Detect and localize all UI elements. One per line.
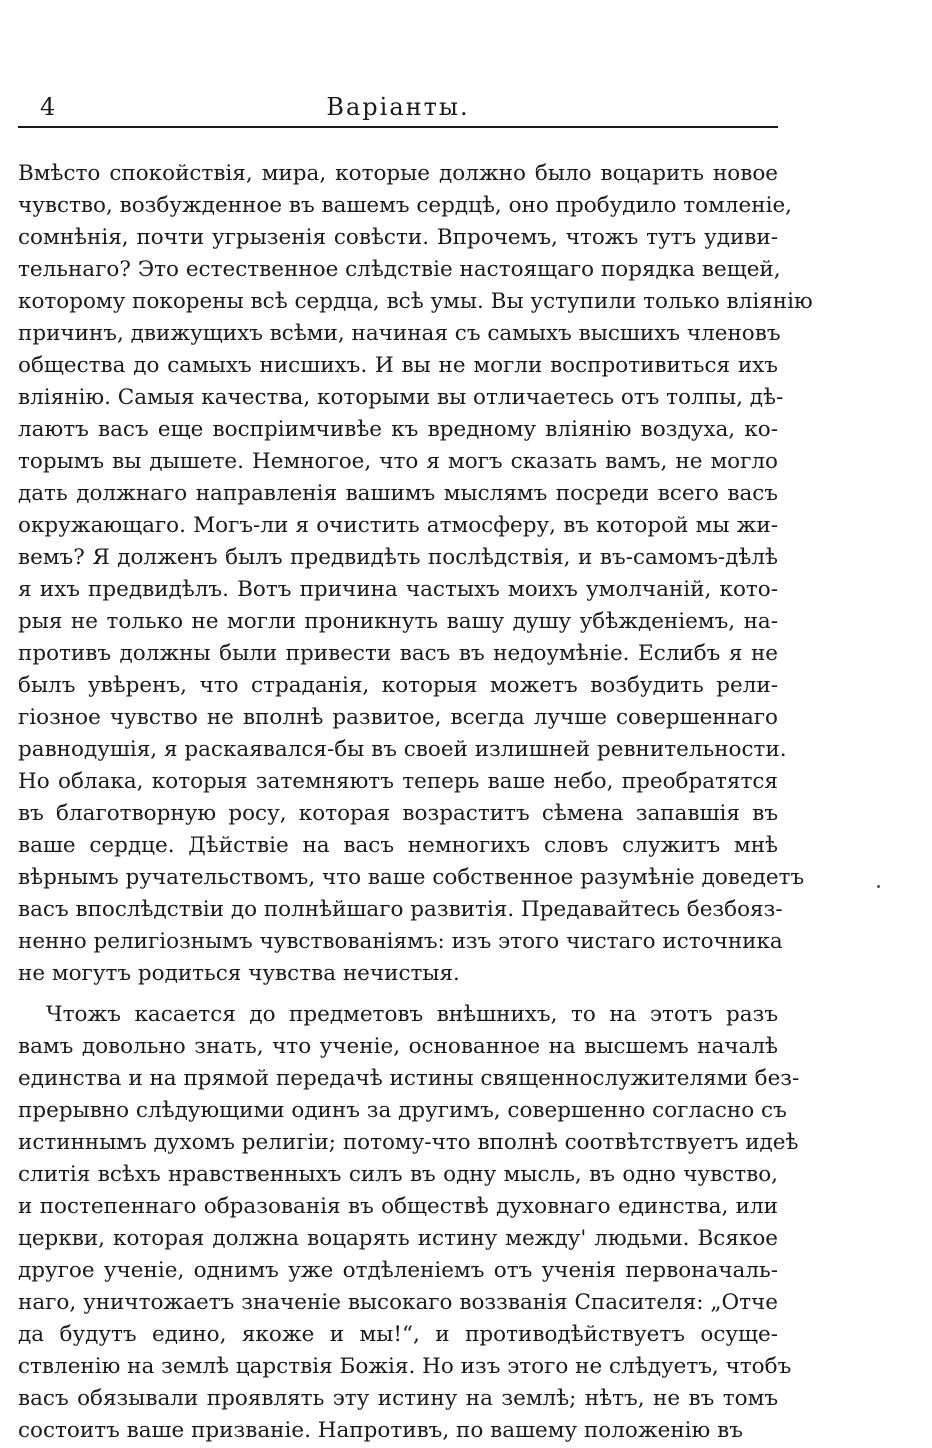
page-number: 4 — [40, 93, 56, 121]
text-line: въ благотворную росу, которая возраститъ сѣмена запавшія въ — [18, 801, 778, 826]
paragraph-1 — [18, 159, 813, 991]
text-line: васъ обязывали проявлять эту истину на землѣ; нѣтъ, не въ томъ — [18, 1386, 778, 1411]
text-line: наго, уничтожаетъ значеніе высокаго воззванія Спасителя: „Отче — [18, 1290, 778, 1315]
text-line: равнодушія, я раскаявался-бы въ своей излишней ревнительности. — [18, 737, 787, 762]
page-header — [18, 92, 778, 126]
text-line: противъ должны были привести васъ въ недоумѣніе. Еслибъ я не — [18, 641, 778, 666]
text-line: не могутъ родиться чувства нечистыя. — [18, 961, 460, 986]
text-line: слитія всѣхъ нравственныхъ силъ въ одну мысль, въ одно чувство, — [18, 1162, 778, 1187]
text-line: вамъ довольно знать, что ученіе, основанное на высшемъ началѣ — [18, 1034, 778, 1059]
text-line: единства и на прямой передачѣ истины священнослужителями без- — [18, 1066, 800, 1091]
stray-ink-mark — [877, 885, 880, 888]
text-line: сомнѣнія, почти угрызенія совѣсти. Впрочемъ, чтожъ тутъ удиви- — [18, 225, 778, 250]
text-line: дать должнаго направленія вашимъ мыслямъ посреди всего васъ — [18, 481, 778, 506]
running-title: Варіанты. — [326, 93, 470, 121]
text-line: да будутъ едино, якоже и мы!“, и противодѣйствуетъ осуще- — [18, 1322, 778, 1347]
text-line: другое ученіе, однимъ уже отдѣленіемъ отъ ученія первоначаль- — [18, 1258, 778, 1283]
text-line: причинъ, движущихъ всѣми, начиная съ самыхъ высшихъ членовъ — [18, 321, 781, 346]
text-line: лаютъ васъ еще воспріимчивѣе къ вредному вліянію воздуха, ко- — [18, 417, 778, 442]
text-line: истиннымъ духомъ религіи; потому-что вполнѣ соотвѣтствуетъ идеѣ — [18, 1130, 799, 1155]
text-line: Чтожъ касается до предметовъ внѣшнихъ, то на этотъ разъ — [46, 1002, 778, 1027]
text-line: церкви, которая должна воцарять истину между' людьми. Всякое — [18, 1226, 778, 1251]
text-line: васъ впослѣдствіи до полнѣйшаго развитія. Предавайтесь безбояз- — [18, 897, 783, 922]
text-line: вѣрнымъ ручательствомъ, что ваше собственное разумѣніе доведетъ — [18, 865, 805, 890]
text-line: Но облака, которыя затемняютъ теперь ваше небо, преобратятся — [18, 769, 778, 794]
text-line: ненно религіознымъ чувствованіямъ: изъ этого чистаго источника — [18, 929, 783, 954]
text-line: вемъ? Я долженъ былъ предвидѣть послѣдствія, и въ-самомъ-дѣлѣ — [18, 545, 778, 570]
text-line: общества до самыхъ нисшихъ. И вы не могли воспротивиться ихъ — [18, 353, 778, 378]
text-line: вліянію. Самыя качества, которыми вы отличаетесь отъ толпы, дѣ- — [18, 385, 784, 410]
text-line: Вмѣсто спокойствія, мира, которые должно было воцарить новое — [18, 161, 778, 186]
text-line: я ихъ предвидѣлъ. Вотъ причина частыхъ моихъ умолчаній, кото- — [18, 577, 778, 602]
text-line: прерывно слѣдующими одинъ за другимъ, совершенно согласно съ — [18, 1098, 787, 1123]
text-line: состоитъ ваше призваніе. Напротивъ, по вашему положенію въ — [18, 1418, 743, 1443]
paragraph-2 — [18, 1000, 800, 1448]
text-line: ваше сердце. Дѣйствіе на васъ немногихъ словъ служитъ мнѣ — [18, 833, 778, 858]
text-line: былъ увѣренъ, что страданія, которыя можетъ возбудить рели- — [18, 673, 778, 698]
text-line: тельнаго? Это естественное слѣдствіе настоящаго порядка вещей, — [18, 257, 781, 282]
body-text — [18, 159, 813, 1448]
text-line: торымъ вы дышете. Немногое, что я могъ сказать вамъ, не могло — [18, 449, 778, 474]
text-line: гіозное чувство не вполнѣ развитое, всегда лучше совершеннаго — [18, 705, 778, 730]
header-rule — [18, 126, 778, 128]
text-line: ствленію на землѣ царствія Божія. Но изъ этого не слѣдуетъ, чтобъ — [18, 1354, 792, 1379]
text-line: которому покорены всѣ сердца, всѣ умы. Вы уступили только вліянію — [18, 289, 813, 314]
text-line: чувство, возбужденное въ вашемъ сердцѣ, оно пробудило томленіе, — [18, 193, 792, 218]
text-line: и постепеннаго образованія въ обществѣ духовнаго единства, или — [18, 1194, 778, 1219]
text-line: окружающаго. Могъ-ли я очистить атмосферу, въ которой мы жи- — [18, 513, 778, 538]
text-line: рыя не только не могли проникнуть вашу душу убѣжденіемъ, на- — [18, 609, 778, 634]
